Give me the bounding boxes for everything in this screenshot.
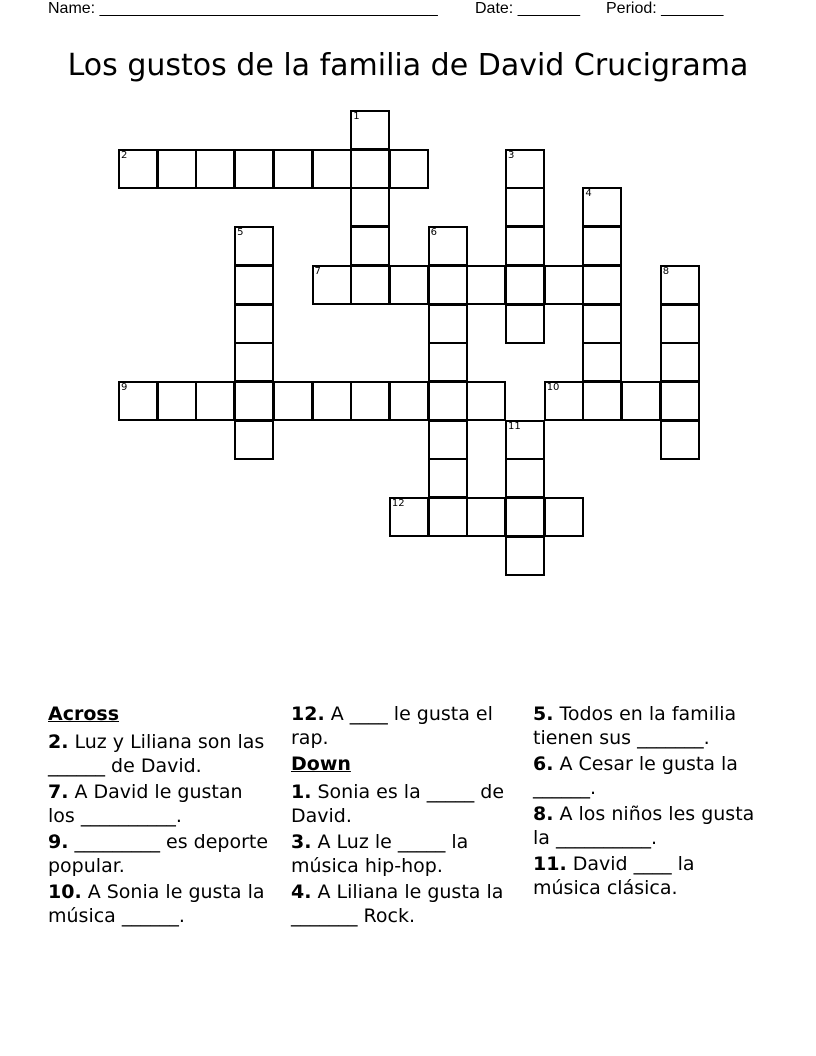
crossword-cell[interactable]: [234, 304, 274, 344]
crossword-cell[interactable]: [582, 381, 622, 421]
clue-text: _________ es deporte popular.: [48, 831, 269, 877]
crossword-cell[interactable]: [505, 187, 545, 227]
clue-item: [291, 780, 516, 828]
clue-text: A Liliana le gusta la _______ Rock.: [291, 881, 504, 927]
crossword-cell[interactable]: [505, 536, 545, 576]
crossword-cell[interactable]: [660, 420, 700, 460]
period-field-label: Period: _______: [606, 0, 724, 17]
clue-number-label: 12: [391, 498, 405, 509]
clues-column-2: [291, 702, 516, 930]
clue-item: [291, 880, 516, 928]
clue-text: A Cesar le gusta la ______.: [533, 753, 738, 799]
clue-number: 4.: [291, 881, 312, 903]
crossword-cell[interactable]: [660, 304, 700, 344]
crossword-cell[interactable]: [428, 381, 468, 421]
clue-number: 8.: [533, 803, 554, 825]
crossword-cell[interactable]: [312, 149, 352, 189]
across-clue-list: [48, 730, 273, 928]
crossword-cell[interactable]: [544, 265, 584, 305]
crossword-cell-8[interactable]: [660, 265, 700, 305]
crossword-cell[interactable]: [234, 381, 274, 421]
crossword-cell[interactable]: [273, 149, 313, 189]
clue-item: [48, 730, 273, 778]
crossword-cell[interactable]: [157, 381, 197, 421]
crossword-cell[interactable]: [505, 265, 545, 305]
crossword-cell[interactable]: [195, 149, 235, 189]
crossword-cell[interactable]: [582, 226, 622, 266]
crossword-cell[interactable]: [582, 265, 622, 305]
clues-column-1: [48, 702, 273, 930]
clue-number: 6.: [533, 753, 554, 775]
crossword-cell[interactable]: [350, 265, 390, 305]
crossword-cell[interactable]: [389, 149, 429, 189]
crossword-cell[interactable]: [350, 149, 390, 189]
clue-text: A David le gustan los __________.: [48, 781, 243, 827]
down-clue-list: [291, 780, 516, 928]
crossword-cell[interactable]: [234, 342, 274, 382]
crossword-cell[interactable]: [428, 420, 468, 460]
crossword-cell[interactable]: [234, 149, 274, 189]
clue-item: [533, 802, 758, 850]
crossword-cell[interactable]: [621, 381, 661, 421]
crossword-cell-5[interactable]: [234, 226, 274, 266]
clue-number-label: 11: [508, 420, 521, 432]
crossword-cell[interactable]: [660, 342, 700, 382]
crossword-cell[interactable]: [389, 265, 429, 305]
clue-number: 7.: [48, 781, 69, 803]
crossword-cell[interactable]: [428, 342, 468, 382]
crossword-cell-11[interactable]: [505, 420, 545, 460]
clue-text: Todos en la familia tienen sus _______.: [533, 703, 737, 749]
clue-text: David ____ la música clásica.: [533, 853, 695, 899]
crossword-cell[interactable]: [466, 381, 506, 421]
clue-item: [48, 880, 273, 928]
clues-column-3: [533, 702, 758, 902]
crossword-cell-1[interactable]: [350, 110, 390, 150]
across-heading: Across: [48, 703, 120, 725]
crossword-cell[interactable]: [660, 381, 700, 421]
worksheet-header: [48, 0, 788, 20]
clue-item: [533, 852, 758, 900]
clue-number-label: 1: [353, 111, 360, 122]
clue-number-label: 6: [430, 227, 437, 239]
crossword-cell[interactable]: [466, 497, 506, 537]
clue-number: 11.: [533, 853, 567, 875]
crossword-cell[interactable]: [582, 342, 622, 382]
crossword-cell[interactable]: [273, 381, 313, 421]
crossword-cell-10[interactable]: [544, 381, 584, 421]
crossword-cell[interactable]: [234, 265, 274, 305]
crossword-cell-2[interactable]: [118, 149, 158, 189]
clue-item: [533, 702, 758, 750]
crossword-cell[interactable]: [428, 265, 468, 305]
crossword-cell[interactable]: [466, 265, 506, 305]
clue-item: [533, 752, 758, 800]
clue-item: [48, 830, 273, 878]
clue-item: [291, 830, 516, 878]
clue-number-label: 10: [546, 381, 560, 393]
crossword-cell[interactable]: [157, 149, 197, 189]
clue-number: 2.: [48, 731, 69, 753]
crossword-cell[interactable]: [505, 458, 545, 498]
clue-number-label: 3: [508, 149, 515, 161]
crossword-cell[interactable]: [350, 381, 390, 421]
crossword-cell[interactable]: [234, 420, 274, 460]
clue-number-label: 9: [121, 381, 128, 393]
crossword-cell-9[interactable]: [118, 381, 158, 421]
crossword-cell[interactable]: [195, 381, 235, 421]
clue-item: [48, 780, 273, 828]
across-clue-list-continued: [291, 702, 516, 750]
crossword-cell[interactable]: [428, 458, 468, 498]
clue-number-label: 8: [662, 265, 670, 277]
clue-number-label: 2: [121, 149, 128, 161]
clue-text: A Luz le _____ la música hip-hop.: [291, 831, 469, 877]
clue-text: A los niños les gusta la __________.: [533, 803, 755, 849]
clue-number: 5.: [533, 703, 554, 725]
down-clue-list-continued: [533, 702, 758, 900]
crossword-cell[interactable]: [350, 226, 390, 266]
clue-text: A Sonia le gusta la música ______.: [48, 881, 265, 927]
clue-text: Luz y Liliana son las ______ de David.: [48, 731, 265, 777]
crossword-cell[interactable]: [505, 497, 545, 537]
crossword-cell[interactable]: [389, 381, 429, 421]
clue-number-label: 4: [585, 188, 592, 200]
clue-number: 3.: [291, 831, 312, 853]
crossword-cell-12[interactable]: [389, 497, 429, 537]
crossword-cell[interactable]: [582, 304, 622, 344]
clue-number: 9.: [48, 831, 69, 853]
crossword-cell-4[interactable]: [582, 187, 622, 227]
clue-number-label: 7: [314, 265, 321, 277]
crossword-cell[interactable]: [312, 381, 352, 421]
crossword-cell-7[interactable]: [312, 265, 352, 305]
crossword-cell[interactable]: [428, 497, 468, 537]
clue-number: 1.: [291, 781, 312, 803]
crossword-cell-6[interactable]: [428, 226, 468, 266]
crossword-cell[interactable]: [544, 497, 584, 537]
name-field-label: Name: ______________________________________: [48, 0, 438, 17]
crossword-cell-3[interactable]: [505, 149, 545, 189]
page-title: Los gustos de la familia de David Crucigrama: [67, 48, 749, 83]
date-field-label: Date: _______: [475, 0, 580, 17]
crossword-cell[interactable]: [350, 187, 390, 227]
clue-text: Sonia es la _____ de David.: [291, 781, 505, 827]
crossword-cell[interactable]: [505, 304, 545, 344]
clue-number-label: 5: [237, 227, 244, 239]
clue-item: [291, 702, 516, 750]
clue-text: A ____ le gusta el rap.: [291, 703, 493, 749]
down-heading: Down: [291, 753, 351, 775]
crossword-cell[interactable]: [505, 226, 545, 266]
clue-number: 10.: [48, 881, 82, 903]
clue-number: 12.: [291, 703, 325, 725]
crossword-cell[interactable]: [428, 304, 468, 344]
